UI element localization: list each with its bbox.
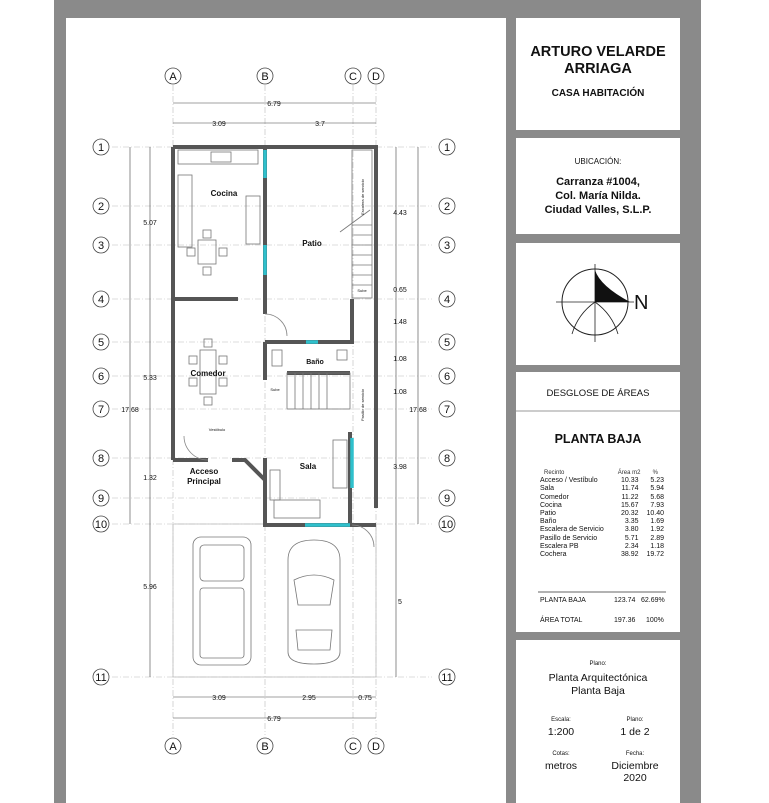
subtotal-percent: 62.69% xyxy=(641,597,665,604)
areas-cell-percent: 10.40 xyxy=(646,510,664,518)
dim-right-2: 0.65 xyxy=(393,287,407,294)
room-label-sube-2: Sube xyxy=(270,387,280,392)
areas-cell-area: 3.80 xyxy=(624,526,639,534)
axis-row-left-11: 11 xyxy=(95,672,107,684)
dim-left-4: 5.96 xyxy=(143,584,157,591)
areas-cell-name: Patio xyxy=(540,510,556,518)
areas-row xyxy=(538,518,668,526)
areas-cell-area: 2.34 xyxy=(624,542,639,550)
room-label-pasillo-servicio: Pasillo de servicio xyxy=(360,388,365,422)
areas-row xyxy=(538,494,668,502)
cotas-label: Cotas: xyxy=(552,751,570,757)
areas-cell-name: Escalera PB xyxy=(540,542,579,550)
dim-right-3: 1.48 xyxy=(393,319,407,326)
plano-label: Plano: xyxy=(589,661,607,667)
plano-line-1: Planta Arquitectónica xyxy=(548,672,648,684)
dim-left-2: 5.33 xyxy=(143,375,157,382)
areas-cell-name: Comedor xyxy=(540,493,569,501)
room-label-comedor: Comedor xyxy=(190,369,226,378)
areas-row xyxy=(538,510,668,518)
axis-row-left-4: 4 xyxy=(97,294,105,306)
axis-col-bottom-D: D xyxy=(372,741,380,753)
areas-table-header xyxy=(538,469,668,477)
fecha-line-1: Diciembre xyxy=(611,760,659,772)
areas-cell-name: Cochera xyxy=(540,551,567,559)
subtotal-label: PLANTA BAJA xyxy=(540,597,586,604)
location-label: UBICACIÓN: xyxy=(574,157,622,166)
axis-row-right-9: 9 xyxy=(443,493,451,505)
dim-right-7: 5 xyxy=(398,599,402,606)
room-label-bano: Baño xyxy=(306,359,324,366)
areas-subtotal-divider xyxy=(538,591,666,593)
areas-cell-name: Cocina xyxy=(540,501,562,509)
areas-cell-name: Acceso / Vestíbulo xyxy=(540,477,598,485)
axis-row-right-1: 1 xyxy=(443,142,451,154)
areas-cell-percent: 1.69 xyxy=(650,518,664,526)
room-label-sube-1: Sube xyxy=(357,288,367,293)
location-line-1: Carranza #1004, xyxy=(556,176,640,188)
axis-row-right-7: 7 xyxy=(443,404,451,416)
areas-cell-percent: 1.18 xyxy=(650,542,664,550)
owner-name: ARTURO VELARDE ARRIAGA xyxy=(530,44,666,77)
areas-cell-percent: 19.72 xyxy=(646,551,664,559)
dim-right-5: 1.08 xyxy=(393,389,407,396)
total-area: 197.36 xyxy=(614,617,636,624)
areas-cell-area: 15.67 xyxy=(621,501,639,509)
axis-row-left-2: 2 xyxy=(97,201,105,213)
areas-row xyxy=(538,485,668,493)
axis-row-right-11: 11 xyxy=(441,672,453,684)
axis-col-bottom-A: A xyxy=(169,741,177,753)
dim-bottom-bc: 2.95 xyxy=(302,695,316,702)
axis-col-top-D: D xyxy=(372,71,380,83)
axis-col-bottom-B: B xyxy=(261,741,269,753)
areas-cell-name: Sala xyxy=(540,485,555,493)
axis-row-right-10: 10 xyxy=(440,519,454,531)
areas-section-title: DESGLOSE DE ÁREAS xyxy=(546,388,650,399)
areas-row xyxy=(538,477,668,485)
areas-row xyxy=(538,543,668,551)
room-label-vestibulo: Vestíbulo xyxy=(208,427,226,432)
areas-cell-percent: 5.68 xyxy=(650,493,664,501)
location-line-3: Ciudad Valles, S.L.P. xyxy=(544,204,652,216)
areas-header-area: Área m2 xyxy=(617,470,641,476)
plano-num-value: 1 de 2 xyxy=(620,726,650,738)
areas-cell-percent: 7.93 xyxy=(650,501,664,509)
room-label-sala: Sala xyxy=(299,462,317,471)
subtotal-area: 123.74 xyxy=(614,597,636,604)
axis-row-left-8: 8 xyxy=(97,453,105,465)
axis-col-bottom-C: C xyxy=(349,741,357,753)
axis-row-left-10: 10 xyxy=(94,519,108,531)
dim-bottom-cd: 0.75 xyxy=(358,695,372,702)
plano-line-2: Planta Baja xyxy=(571,685,625,697)
dim-bottom-total: 6.79 xyxy=(267,716,281,723)
areas-row xyxy=(538,551,668,559)
escala-label: Escala: xyxy=(551,717,571,723)
axis-row-left-6: 6 xyxy=(97,371,105,383)
dim-left-total: 17.68 xyxy=(121,407,139,414)
areas-cell-percent: 1.92 xyxy=(650,526,664,534)
areas-cell-area: 11.22 xyxy=(621,493,639,501)
room-label-principal: Principal xyxy=(187,477,221,486)
areas-cell-area: 20.32 xyxy=(621,510,639,518)
axis-col-top-B: B xyxy=(261,71,269,83)
areas-cell-percent: 2.89 xyxy=(650,534,664,542)
areas-cell-percent: 5.94 xyxy=(650,485,664,493)
room-label-patio: Patio xyxy=(302,239,322,248)
areas-cell-area: 38.92 xyxy=(621,551,639,559)
areas-row xyxy=(538,502,668,510)
areas-floor-title: PLANTA BAJA xyxy=(554,432,642,446)
axis-row-left-1: 1 xyxy=(97,142,105,154)
axis-row-left-3: 3 xyxy=(97,240,105,252)
areas-row xyxy=(538,526,668,534)
dim-bottom-ab: 3.09 xyxy=(212,695,226,702)
total-percent: 100% xyxy=(646,617,664,624)
fecha-label: Fecha: xyxy=(625,751,645,757)
escala-value: 1:200 xyxy=(547,726,575,738)
dim-left-1: 5.07 xyxy=(143,220,157,227)
areas-cell-name: Baño xyxy=(540,518,557,526)
dim-top-ab: 3.09 xyxy=(212,121,226,128)
axis-row-left-7: 7 xyxy=(97,404,105,416)
axis-row-right-5: 5 xyxy=(443,337,451,349)
axis-row-right-4: 4 xyxy=(443,294,451,306)
dim-right-4: 1.08 xyxy=(393,356,407,363)
dim-top-total: 6.79 xyxy=(267,101,281,108)
areas-cell-area: 10.33 xyxy=(621,477,639,485)
dim-right-1: 4.43 xyxy=(393,210,407,217)
fecha-line-2: 2020 xyxy=(623,772,647,784)
axis-row-right-2: 2 xyxy=(443,201,451,213)
axis-row-left-9: 9 xyxy=(97,493,105,505)
total-label: ÁREA TOTAL xyxy=(540,617,583,624)
location-line-2: Col. María Nilda. xyxy=(555,190,641,202)
axis-row-right-3: 3 xyxy=(443,240,451,252)
dim-right-total: 17.68 xyxy=(409,407,427,414)
axis-row-right-8: 8 xyxy=(443,453,451,465)
areas-divider xyxy=(516,410,680,412)
areas-cell-percent: 5.23 xyxy=(650,477,664,485)
dim-left-3: 1.32 xyxy=(143,475,157,482)
cotas-value: metros xyxy=(544,760,578,772)
axis-col-top-A: A xyxy=(169,71,177,83)
room-label-cocina: Cocina xyxy=(210,189,238,198)
room-label-acceso: Acceso xyxy=(189,467,219,476)
areas-cell-area: 5.71 xyxy=(624,534,639,542)
project-type: CASA HABITACIÓN xyxy=(551,88,645,99)
areas-cell-area: 11.74 xyxy=(621,485,639,493)
floor-plan-drawing xyxy=(66,18,506,803)
axis-row-left-5: 5 xyxy=(97,337,105,349)
areas-row xyxy=(538,535,668,543)
areas-header-percent: % xyxy=(652,470,658,476)
axis-row-right-6: 6 xyxy=(443,371,451,383)
areas-cell-area: 3.35 xyxy=(624,518,639,526)
room-label-escalera-servicio: Escalera de servicio xyxy=(360,179,365,215)
dim-top-bc: 3.7 xyxy=(315,121,325,128)
areas-cell-name: Pasillo de Servicio xyxy=(540,534,598,542)
areas-table xyxy=(538,469,668,559)
areas-cell-name: Escalera de Servicio xyxy=(540,526,604,534)
plano-num-label: Plano: xyxy=(626,717,644,723)
areas-header-recinto: Recinto xyxy=(544,470,565,476)
axis-col-top-C: C xyxy=(349,71,357,83)
north-letter: N xyxy=(634,292,649,314)
dim-right-6: 3.98 xyxy=(393,464,407,471)
